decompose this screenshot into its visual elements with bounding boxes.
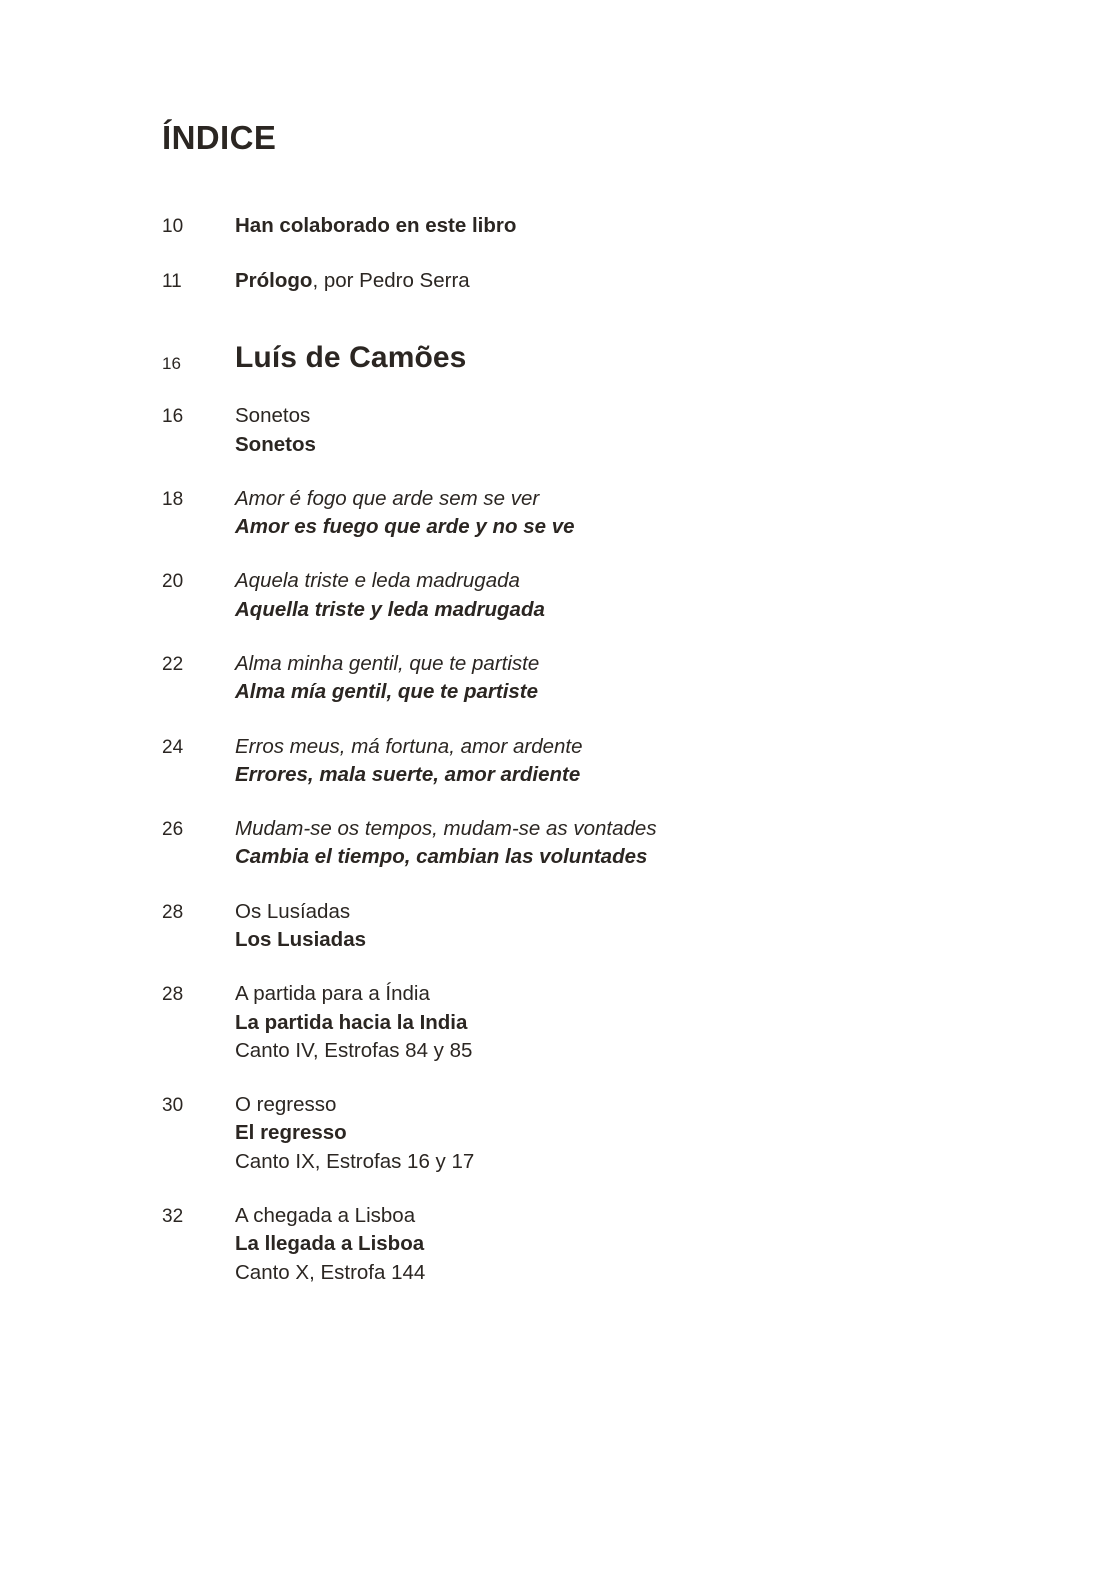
toc-entry[interactable]: [162, 980, 957, 1065]
toc-section-entry[interactable]: [162, 340, 957, 376]
toc-entry-line: [235, 267, 957, 295]
toc-entry-line-text: Amor é fogo que arde sem se ver: [235, 486, 540, 510]
toc-entry-line: [235, 567, 957, 595]
toc-entry-line-text: Han colaborado en este libro: [235, 214, 517, 238]
toc-entry-page-number: 28: [162, 901, 184, 923]
toc-entry-line: [235, 733, 957, 761]
toc-entry-line-text: Prólogo: [235, 269, 313, 293]
toc-entry-body: [235, 980, 957, 1065]
toc-entry-line-text: A partida para a Índia: [235, 982, 430, 1006]
toc-entry[interactable]: [162, 567, 957, 624]
toc-entry-line: [235, 1202, 957, 1230]
toc-entry-line-text: Canto IV, Estrofas 84 y 85: [235, 1038, 473, 1062]
toc-entry-body: [235, 267, 957, 295]
toc-entry-line: [235, 678, 957, 706]
toc-entry-line: [235, 1119, 957, 1147]
toc-entry-line: [235, 513, 957, 541]
toc-entry-line-text: Erros meus, má fortuna, amor ardente: [235, 734, 583, 758]
toc-entry-line-text: Mudam-se os tempos, mudam-se as vontades: [235, 817, 657, 841]
toc-entry-body: [235, 567, 957, 624]
toc-entry-line-text: Luís de Camões: [235, 341, 467, 375]
toc-entry-line-text: La llegada a Lisboa: [235, 1232, 425, 1256]
toc-entry-body: [235, 1091, 957, 1176]
toc-entry-body: [235, 212, 957, 240]
toc-entry-line: [235, 1148, 957, 1176]
toc-entry-line: [235, 926, 957, 954]
toc-entry[interactable]: [162, 815, 957, 872]
toc-entry-line-text: El regresso: [235, 1121, 347, 1145]
toc-entry-line: [235, 340, 957, 376]
toc-entry[interactable]: [162, 485, 957, 542]
toc-entry[interactable]: [162, 898, 957, 955]
toc-entry-line: [235, 1230, 957, 1258]
toc-entry-body: [235, 815, 957, 872]
toc-entry[interactable]: [162, 1091, 957, 1176]
toc-entry-body: [235, 898, 957, 955]
toc-entry[interactable]: [162, 650, 957, 707]
toc-entry-line: [235, 1009, 957, 1037]
toc-entry-page-number: 30: [162, 1095, 184, 1117]
toc-entry-line-text: Canto X, Estrofa 144: [235, 1260, 426, 1284]
toc-entry[interactable]: [162, 212, 957, 241]
toc-entry-line: [235, 650, 957, 678]
toc-entry-line: [235, 1037, 957, 1065]
toc-entry-page-number: 28: [162, 984, 184, 1006]
toc-entry-line-text: Sonetos: [235, 432, 316, 456]
toc-entry-page-number: 16: [162, 354, 181, 374]
toc-entry-line: [235, 402, 957, 430]
toc-entry-line-text: Os Lusíadas: [235, 899, 351, 923]
toc-entry-line: [235, 898, 957, 926]
toc-entry-list: [162, 212, 957, 1287]
toc-entry-line-suffix: , por Pedro Serra: [312, 269, 470, 293]
toc-entry[interactable]: [162, 1202, 957, 1287]
toc-entry-line-text: Alma mía gentil, que te partiste: [235, 680, 539, 704]
toc-entry-line-text: Aquella triste y leda madrugada: [235, 597, 545, 621]
toc-entry-page-number: 26: [162, 819, 184, 841]
toc-entry-line-text: Errores, mala suerte, amor ardiente: [235, 762, 581, 786]
toc-entry[interactable]: [162, 402, 957, 459]
toc-entry-body: [235, 650, 957, 707]
toc-entry[interactable]: [162, 267, 957, 296]
toc-entry-line-text: Canto IX, Estrofas 16 y 17: [235, 1149, 475, 1173]
toc-entry-body: [235, 340, 957, 376]
toc-entry-line-text: Los Lusiadas: [235, 928, 367, 952]
toc-entry-page-number: 24: [162, 736, 184, 758]
toc-entry-page-number: 18: [162, 488, 184, 510]
toc-entry-line: [235, 761, 957, 789]
toc-entry-line-text: La partida hacia la India: [235, 1010, 468, 1034]
toc-entry-page-number: 20: [162, 571, 184, 593]
toc-entry-body: [235, 485, 957, 542]
toc-entry[interactable]: [162, 733, 957, 790]
toc-entry-line-text: O regresso: [235, 1093, 337, 1117]
toc-entry-page-number: 16: [162, 406, 184, 428]
toc-entry-line-text: A chegada a Lisboa: [235, 1203, 416, 1227]
toc-entry-line: [235, 596, 957, 624]
toc-entry-page-number: 22: [162, 654, 184, 676]
toc-entry-line: [235, 485, 957, 513]
toc-entry-line: [235, 1091, 957, 1119]
page-title: ÍNDICE: [162, 119, 277, 156]
toc-entry-line: [235, 815, 957, 843]
toc-entry-line: [235, 1259, 957, 1287]
toc-entry-body: [235, 1202, 957, 1287]
toc-entry-line: [235, 212, 957, 240]
toc-entry-line-text: Aquela triste e leda madrugada: [235, 569, 520, 593]
toc-entry-body: [235, 402, 957, 459]
toc-entry-line: [235, 980, 957, 1008]
toc-entry-body: [235, 733, 957, 790]
toc-entry-line-text: Sonetos: [235, 404, 311, 428]
toc-entry-page-number: 11: [162, 271, 182, 293]
toc-entry-page-number: 10: [162, 216, 184, 238]
toc-entry-line-text: Cambia el tiempo, cambian las voluntades: [235, 845, 648, 869]
toc-entry-line: [235, 843, 957, 871]
toc-entry-line-text: Amor es fuego que arde y no se ve: [235, 515, 575, 539]
toc-entry-line: [235, 431, 957, 459]
toc-entry-page-number: 32: [162, 1205, 184, 1227]
toc-entry-line-text: Alma minha gentil, que te partiste: [235, 652, 540, 676]
